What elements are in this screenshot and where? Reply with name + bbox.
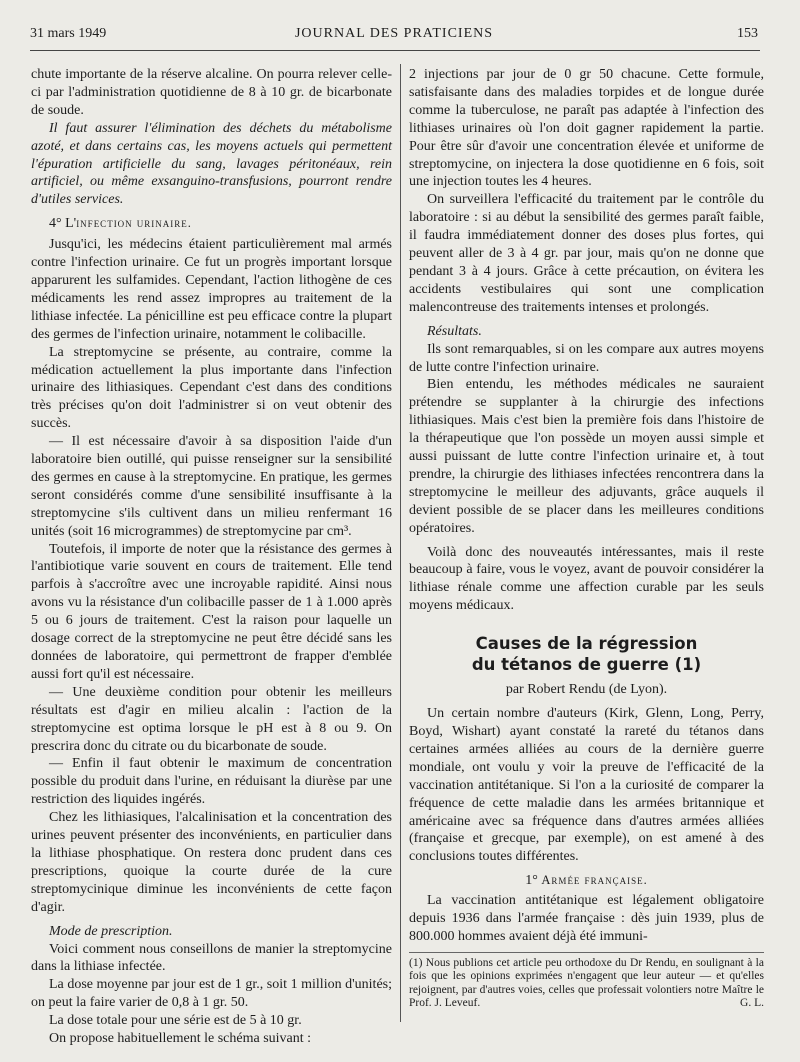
left-column [31,66,392,1048]
paragraph: Voici comment nous conseillons de manier la streptomycine dans la lithiase infectée. [31,941,392,975]
footnote-signature: G. L. [740,997,764,1010]
paragraph: chute importante de la réserve alcaline. On pourra relever celle-ci par l'administration quotidienne de 8 à 10 gr. de bicarbonate de soude. [31,67,392,118]
right-column [409,66,764,1011]
page-number: 153 [737,26,758,41]
paragraph: Jusqu'ici, les médecins étaient particulièrement mal armés contre l'infection urinaire. Ce fut un progrès important lorsque apparurent les sulfamides. Cependant, l'action lithogène de ces médicaments les rend assez impropres au traitement de la lithiase infectée. La pénicilline est peu efficace contre la plupart des germes de l'infection urinaire, notamment le colibacille. [31,237,392,342]
paragraph: Chez les lithiasiques, l'alcalinisation et la concentration des urines peuvent présenter des inconvénients, en particulier dans la lithiase phosphatique. On restera donc prudent dans ces prescriptions, quoique la courte durée de la cure streptomycinique diminue les inconvénients de cette façon d'agir. [31,810,392,915]
journal-title: JOURNAL DES PRATICIENS [294,26,494,41]
paragraph: 2 injections par jour de 0 gr 50 chacune. Cette formule, satisfaisante dans des maladies torpides et de longue durée comme la tuberculose, ne paraît pas adaptée à l'infection des lithiases urinaires où l'on doit gagner rapidement la partie. Pour être sûr d'avoir une concentration élevée et uniforme de streptomycine, on injectera la dose quotidienne en 6 fois, soit une injection toutes les 4 heures. [409,67,764,190]
paragraph: La dose moyenne par jour est de 1 gr., soit 1 million d'unités; on peut la faire varier de 0,8 à 1 gr. 50. [31,977,392,1011]
paragraph: — Enfin il faut obtenir le maximum de concentration possible du produit dans l'urine, en réduisant la diurèse par une restriction des liquides ingérés. [31,756,392,808]
article-title: Causes de la régression du tétanos de guerre (1) [471,634,702,675]
paragraph: La streptomycine se présente, au contraire, comme la médication actuellement la plus importante dans l'infection urinaire des lithiasiques. Cependant c'est dans des conditions très précises qu'on doit l'administrer si on veut obtenir des succès. [31,344,392,432]
paragraph: La dose totale pour une série est de 5 à 10 gr. [49,1013,302,1029]
paragraph: On propose habituellement le schéma suivant : [49,1031,312,1047]
paragraph: — Une deuxième condition pour obtenir les meilleurs résultats est d'agir en milieu alcalin : l'action de la streptomycine est optima lorsque le pH est à 8 ou 9. On prescrira donc du citrate ou du bicarbonate de soude. [31,684,392,754]
paragraph: Ils sont remarquables, si on les compare aux autres moyens de lutte contre l'infection urinaire. [409,341,764,375]
section-heading-armee: 1° Armée française. [525,873,648,889]
subheading-mode: Mode de prescription. [49,923,173,939]
running-header [30,26,758,46]
paragraph: Il faut assurer l'élimination des déchets du métabolisme azoté, et dans certains cas, les moyens actuels qui permettent l'épuration artificielle du sang, lavages péritonéaux, rein artificiel, ou même exsanguino-transfusions, pourront rendre d'utiles services. [31,120,392,208]
footnote: (1) Nous publions cet article peu orthodoxe du Dr Rendu, en soulignant à la fois que les opinions exprimées n'engagent que leur auteur — et qu'elles rejoignent, par d'autres voies, celles que professait volontiers notre Maître le Prof. J. Leveuf. G. L. [409,952,764,1011]
section-heading-infection: 4° L'infection urinaire. [49,216,192,232]
header-rule [30,50,760,51]
paragraph: Voilà donc des nouveautés intéressantes, mais il reste beaucoup à faire, vous le voyez, avant de pouvoir considérer la lithiase rénale comme une affection curable par les seuls moyens médicaux. [409,544,764,614]
paragraph: On surveillera l'efficacité du traitement par le contrôle du laboratoire : si au début la sensibilité des germes paraît faible, il faudra immédiatement donner des doses plus fortes, qui peuvent aller de 3 à 4 gr. par jour, mais qu'on ne donne que pendant 3 à 4 jours. Grâce à cette précaution, on évitera les accidents vestibulaires qui sont une complication malencontreuse des traitements intenses et prolongés. [409,192,764,315]
byline: par Robert Rendu (de Lyon). [505,682,668,698]
paragraph: La vaccination antitétanique est légalement obligatoire depuis 1936 dans l'armée française : dès juin 1939, plus de 800.000 hommes avaient déjà été immuni- [409,893,764,944]
paragraph: Toutefois, il importe de noter que la résistance des germes à l'antibiotique varie souvent en cours de traitement. Elle tend parfois à s'accroître avec une incroyable rapidité. Ainsi nous avons vu la résistance d'un colibacille passer de 1 à 1.000 après 5 ou 6 jours de traitement. C'est la raison pour laquelle un dosage correct de la streptomycine ne peut être décidé sans les données de laboratoire, qui permettront de frapper d'emblée aussi fort qu'il est nécessaire. [31,541,392,682]
column-divider [400,64,401,1022]
paragraph: — Il est nécessaire d'avoir à sa disposition l'aide d'un laboratoire bien outillé, qui puisse renseigner sur la sensibilité des germes en cause à la streptomycine. En pratique, les germes seront considérés comme d'une sensibilité insuffisante à la streptomycine s'ils cultivent dans un milieu renfermant 16 unités (soit 16 microgrammes) de streptomycine par cm³. [31,434,392,539]
issue-date: 31 mars 1949 [30,26,107,41]
subheading-resultats: Résultats. [427,323,482,339]
paragraph: Bien entendu, les méthodes médicales ne sauraient prétendre se supplanter à la chirurgie des infections lithiasiques. Mais c'est bien la première fois dans l'histoire de la thérapeutique que l'on possède un moyen aussi simple et aussi puissant de lutte contre l'infection urinaire et, à tout prendre, la chirurgie des lithiases infectées rencontrera dans la streptomycine le meilleur des adjuvants, grâce auquels il devient possible de se placer dans les meilleures conditions opératoires. [409,377,764,536]
paragraph: Un certain nombre d'auteurs (Kirk, Glenn, Long, Perry, Boyd, Wishart) ayant constaté la rareté du tétanos dans certaines armées alliées au cours de la dernière guerre mondiale, ont voulu y voir la preuve de l'efficacité de la vaccination antitétanique. Si l'on a la curiosité de comparer la fréquence de cette maladie dans les armées britannique et américaine avec sa fréquence dans d'autres armées alliées (française et grecque, par exemple), on est amené à des conclusions toutes différentes. [409,706,764,865]
